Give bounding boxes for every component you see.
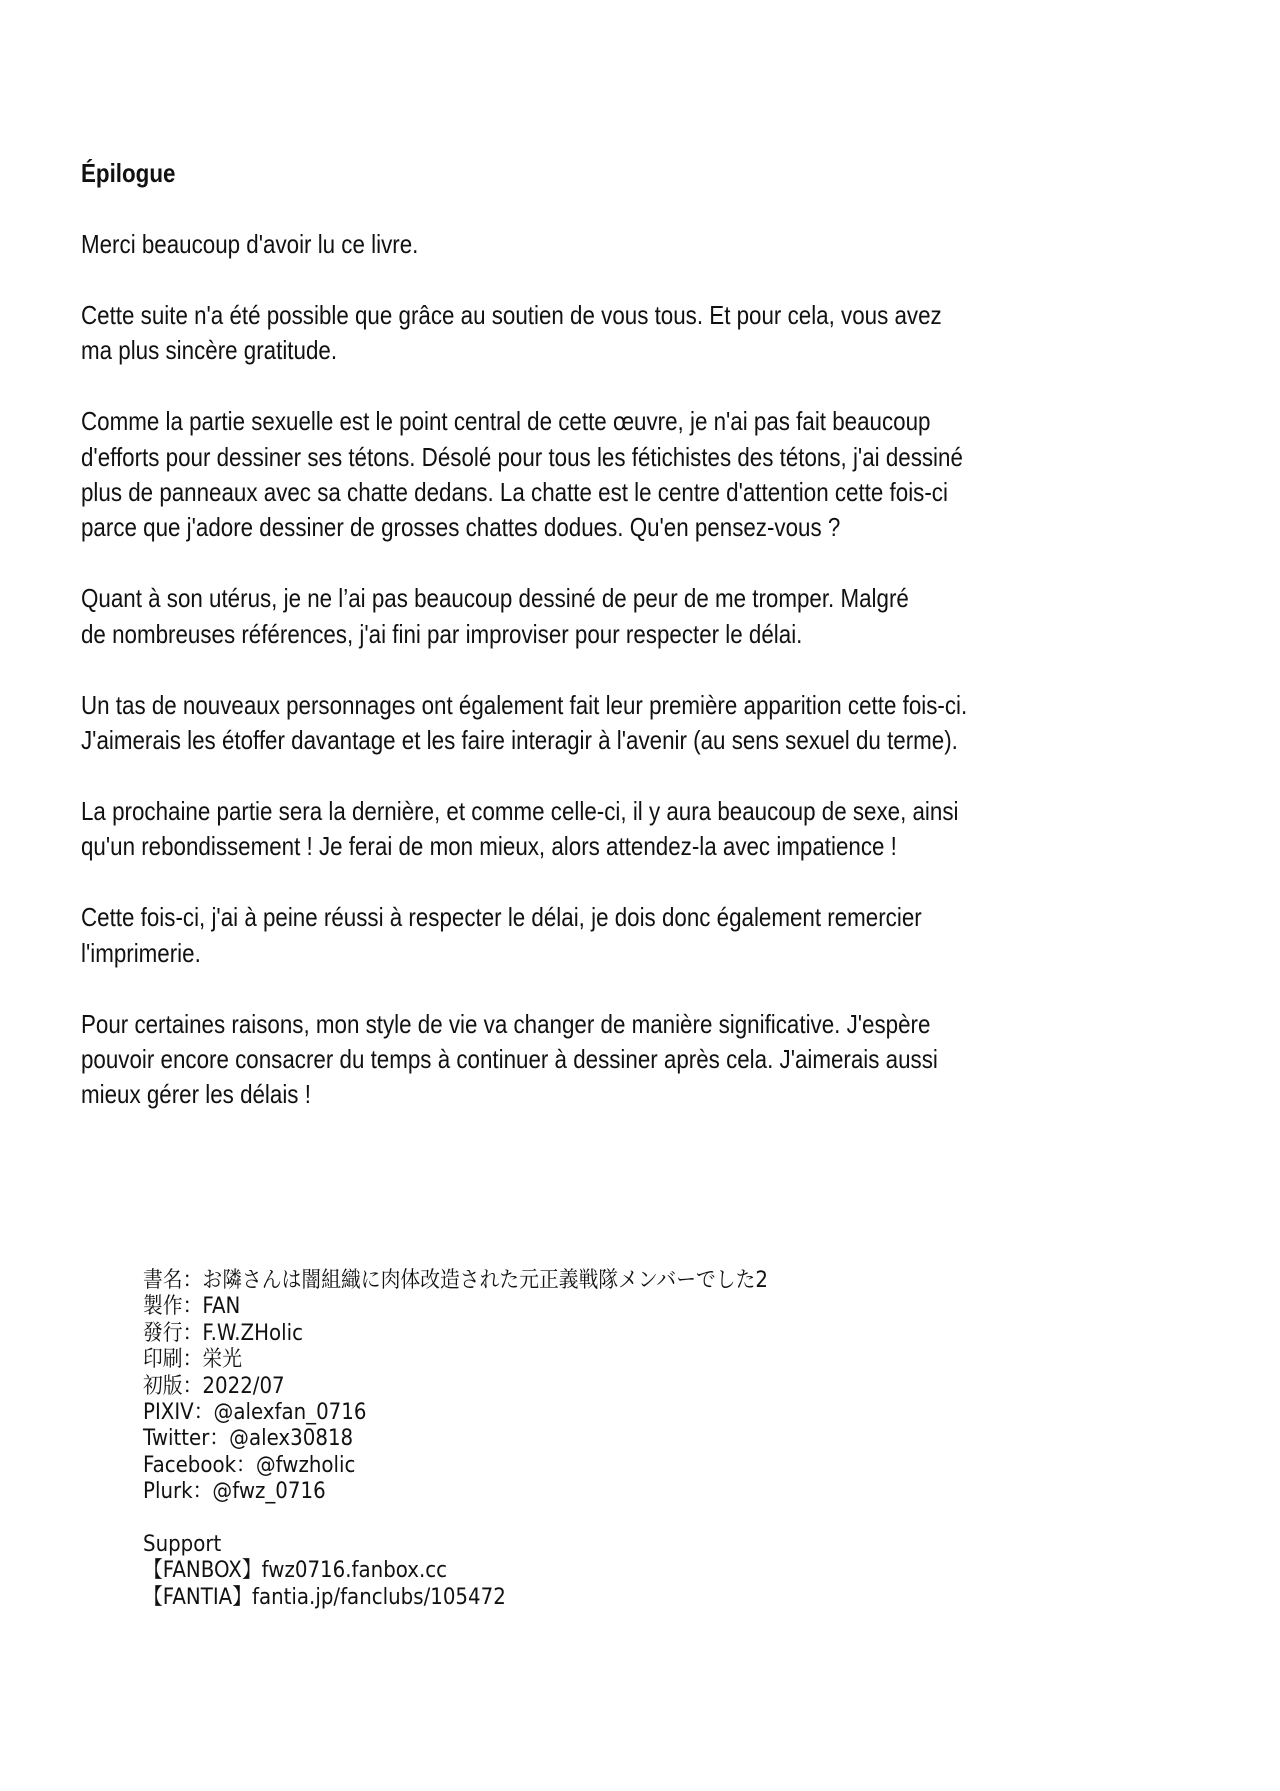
support-fantia: 【FANTIA】fantia.jp/fanclubs/105472 (143, 1584, 506, 1610)
paragraph-line: parce que j'adore dessiner de grosses chattes dodues. Qu'en pensez-vous ? (81, 512, 841, 543)
epilogue-text (81, 156, 1112, 1113)
colophon-printer: 印刷：栄光 (143, 1347, 243, 1373)
colophon-facebook: Facebook：@fwzholic (143, 1452, 356, 1478)
paragraph-line: Cette fois-ci, j'ai à peine réussi à respecter le délai, je dois donc également remercier (81, 902, 922, 933)
page-title: Épilogue (81, 158, 176, 188)
paragraph-line: J'aimerais les étoffer davantage et les faire interagir à l'avenir (au sens sexuel du terme). (81, 725, 958, 755)
colophon-pixiv: PIXIV：@alexfan_0716 (143, 1399, 367, 1425)
paragraph-line: La prochaine partie sera la dernière, et comme celle-ci, il y aura beaucoup de sexe, ainsi (81, 795, 959, 826)
colophon-publisher: 發行：F.W.ZHolic (143, 1320, 303, 1346)
colophon-author: 製作：FAN (143, 1294, 241, 1320)
paragraph-line: d'efforts pour dessiner ses tétons. Désolé pour tous les fétichistes des tétons, j'ai dessiné (81, 441, 963, 472)
paragraph-line: mieux gérer les délais ! (81, 1079, 311, 1110)
paragraph-line: l'imprimerie. (81, 937, 201, 968)
paragraph-line: ma plus sincère gratitude. (81, 335, 338, 366)
paragraph-line: Cette suite n'a été possible que grâce au soutien de vous tous. Et pour cela, vous avez (81, 299, 942, 330)
paragraph-line: Comme la partie sexuelle est le point central de cette œuvre, je n'ai pas fait beaucoup (81, 406, 931, 437)
colophon-first-edition: 初版：2022/07 (143, 1373, 285, 1399)
paragraph-line: plus de panneaux avec sa chatte dedans. La chatte est le centre d'attention cette fois-ci (81, 476, 948, 507)
paragraph-line: Merci beaucoup d'avoir lu ce livre. (81, 228, 419, 259)
paragraph-line: pouvoir encore consacrer du temps à continuer à dessiner après cela. J'aimerais aussi (81, 1043, 938, 1074)
paragraph-line: Quant à son utérus, je ne l’ai pas beaucoup dessiné de peur de me tromper. Malgré (81, 583, 909, 614)
colophon (143, 1268, 837, 1611)
paragraph-line: Un tas de nouveaux personnages ont également fait leur première apparition cette fois-ci. (81, 689, 968, 720)
paragraph-line: qu'un rebondissement ! Je ferai de mon mieux, alors attendez-la avec impatience ! (81, 831, 897, 862)
colophon-book-title: 書名：お隣さんは闇組織に肉体改造された元正義戦隊メンバーでした2 (143, 1268, 769, 1293)
support-fanbox: 【FANBOX】fwz0716.fanbox.cc (143, 1558, 448, 1584)
colophon-twitter: Twitter：@alex30818 (143, 1426, 354, 1452)
colophon-plurk: Plurk：@fwz_0716 (143, 1479, 326, 1505)
support-heading: Support (143, 1531, 222, 1557)
paragraph-line: Pour certaines raisons, mon style de vie va changer de manière significative. J'espère (81, 1008, 931, 1039)
paragraph-line: de nombreuses références, j'ai fini par improviser pour respecter le délai. (81, 618, 803, 649)
